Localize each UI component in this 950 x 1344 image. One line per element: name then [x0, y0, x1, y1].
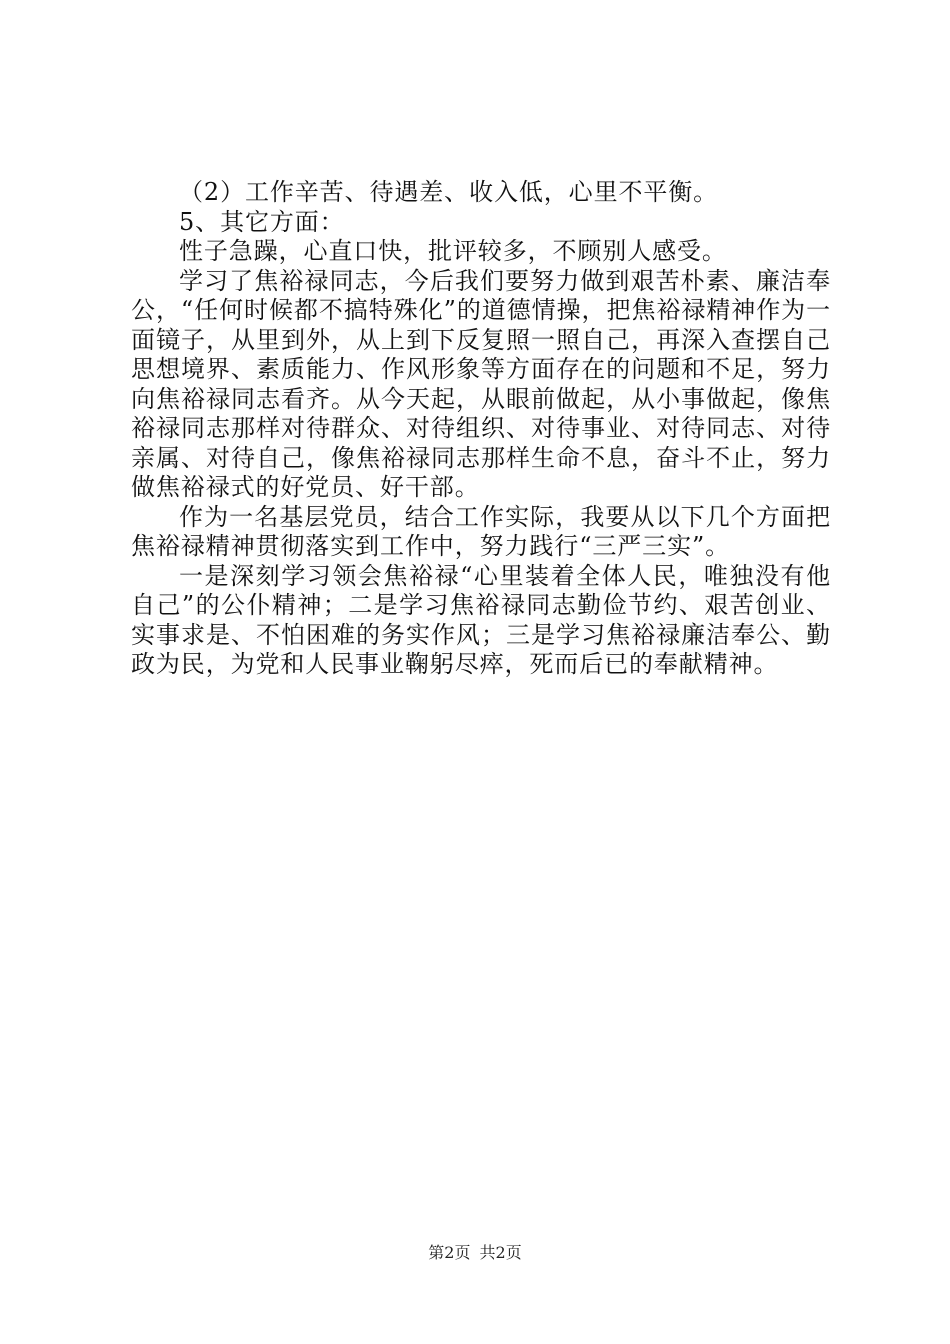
page-number: 第2页 [428, 1243, 471, 1262]
page-total: 共2页 [479, 1243, 522, 1262]
paragraph-other-aspects-heading: 5、其它方面： [179, 207, 345, 236]
paragraph-three-points: 一是深刻学习领会焦裕禄“心里装着全体人民，唯独没有他自己”的公仆精神；二是学习焦裕禄同志勤俭节约、艰苦创业、实事求是、不怕困难的务实作风；三是学习焦裕禄廉洁奉公、勤政为民，为党和人民事业鞠躬尽瘁，死而后已的奉献精神。 [131, 561, 831, 678]
document-body [131, 178, 831, 680]
paragraph-grassroots-member: 作为一名基层党员，结合工作实际，我要从以下几个方面把焦裕禄精神贯彻落实到工作中，努力践行“三严三实”。 [131, 502, 831, 560]
paragraph-workload: （2）工作辛苦、待遇差、收入低，心里不平衡。 [179, 178, 719, 206]
page-footer [0, 1243, 950, 1263]
paragraph-temperament: 性子急躁，心直口快，批评较多，不顾别人感受。 [179, 237, 727, 265]
paragraph-learning-jiao-yulu: 学习了焦裕禄同志，今后我们要努力做到艰苦朴素、廉洁奉公，“任何时候都不搞特殊化”的道德情操，把焦裕禄精神作为一面镜子，从里到外，从上到下反复照一照自己，再深入查摆自己思想境界、素质能力、作风形象等方面存在的问题和不足，努力向焦裕禄同志看齐。从今天起，从眼前做起，从小事做起，像焦裕禄同志那样对待群众、对待组织、对待事业、对待同志、对待亲属、对待自己，像焦裕禄同志那样生命不息，奋斗不止，努力做焦裕禄式的好党员、好干部。 [131, 266, 831, 501]
